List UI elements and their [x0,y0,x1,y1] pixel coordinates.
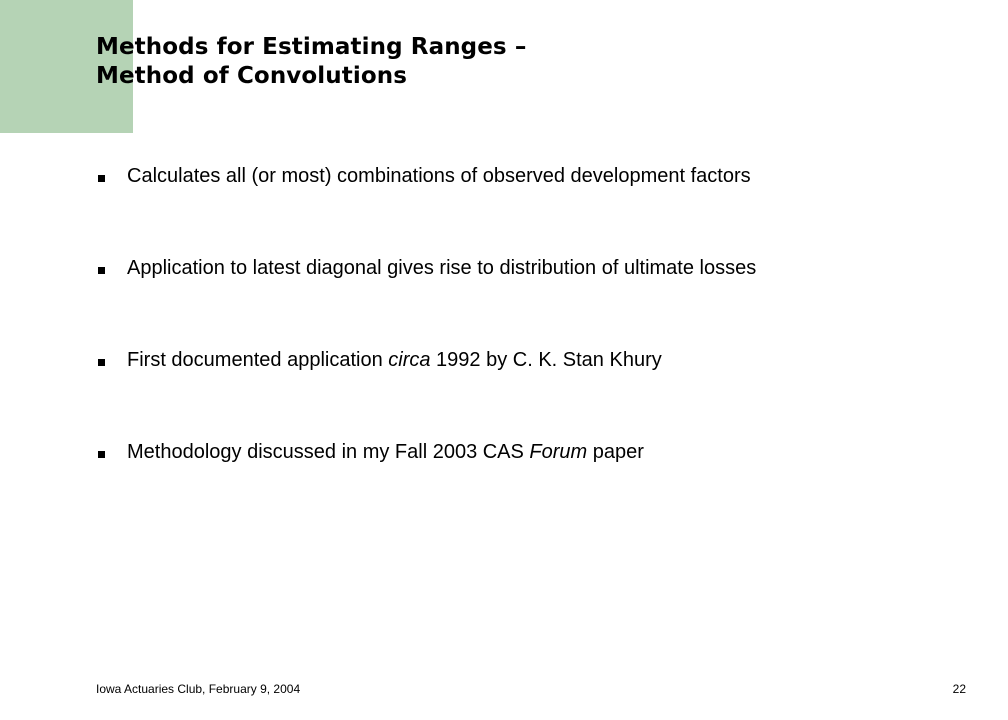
bullet-item-2 [96,254,756,282]
bullet-text: Application to latest diagonal gives rise to distribution of ultimate losses [127,256,757,279]
page-number: 22 [952,682,966,696]
bullet-text: Calculates all (or most) combinations of observed development factors [127,164,751,187]
italic-term: circa [388,348,431,371]
slide-title [96,33,526,91]
slide-title-line-2: Method of Convolutions [96,63,407,89]
bullet-list [96,162,756,530]
square-bullet-icon [98,175,105,182]
slide-title-line-1: Methods for Estimating Ranges – [96,34,527,60]
bullet-item-4 [96,438,756,466]
square-bullet-icon [98,359,105,366]
footer-text: Iowa Actuaries Club, February 9, 2004 [96,682,301,696]
italic-term: Forum [529,440,588,463]
bullet-text: First documented application circa 1992 by C. K. Stan Khury [127,348,662,371]
bullet-item-3 [96,346,756,374]
bullet-item-1 [96,162,756,190]
square-bullet-icon [98,451,105,458]
square-bullet-icon [98,267,105,274]
bullet-text: Methodology discussed in my Fall 2003 CAS Forum paper [127,440,644,463]
